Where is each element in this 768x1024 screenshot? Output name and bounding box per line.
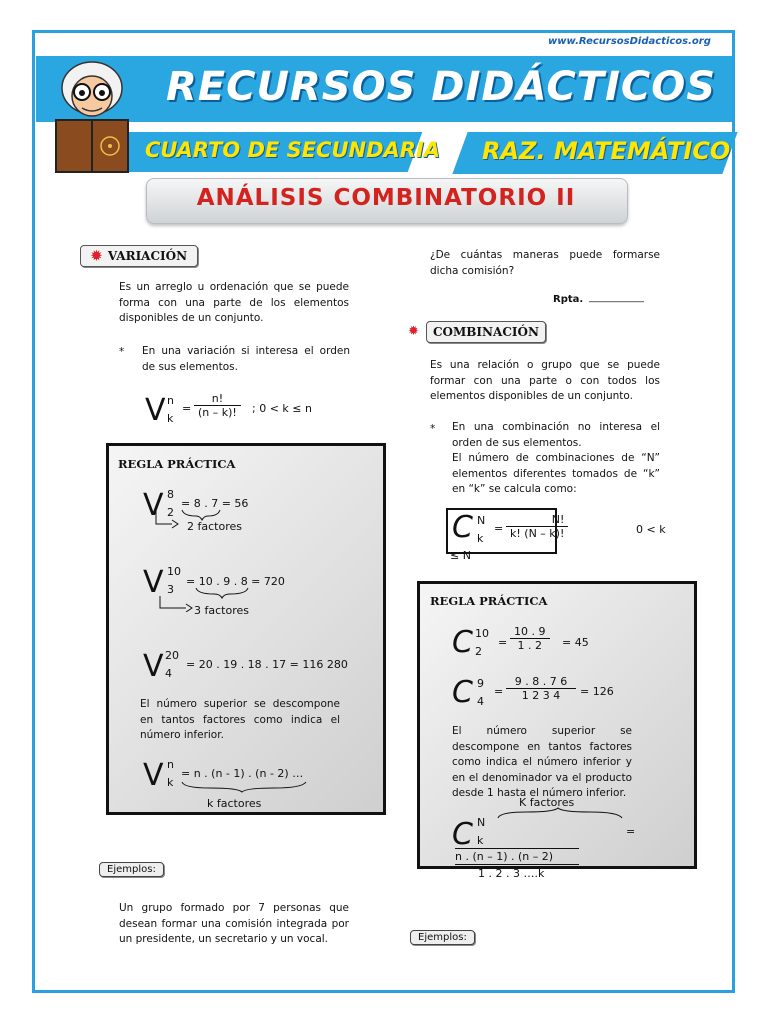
- page-title: ANÁLISIS COMBINATORIO II: [196, 185, 576, 211]
- c-ex2-eq: =: [494, 685, 504, 698]
- combinacion-bullet2: El número de combinaciones de “N” elementos diferentes tomados de “k” en “k” se calcula como:: [452, 452, 660, 495]
- combinacion-intro: Es una relación o grupo que se puede formar con una parte o con todos los elementos disponibles de un conjunto.: [430, 359, 660, 402]
- formula-sup: n: [167, 394, 174, 407]
- rpta-line[interactable]: ___________: [589, 292, 644, 303]
- combinacion-bullet: En una combinación no interesa el orden de sus elementos.: [452, 421, 660, 449]
- ex1-symbol: V: [143, 488, 164, 523]
- c-ex1-sub: 2: [475, 645, 482, 658]
- c-ex2-sup: 9: [477, 677, 484, 690]
- question-text: ¿De cuántas maneras puede formarse dicha comisión?: [430, 249, 660, 277]
- ex2-note: 3 factores: [194, 604, 249, 617]
- c-ex2-sub: 4: [477, 695, 484, 708]
- ex4-sup: n: [167, 758, 174, 771]
- c-ex3-fraction-line: [455, 864, 579, 865]
- ex2-sub: 3: [167, 583, 174, 596]
- regla-title-combinacion: REGLA PRÁCTICA: [430, 594, 548, 608]
- ex2-sup: 10: [167, 565, 181, 578]
- professor-mascot-icon: [44, 48, 140, 180]
- ex4-expr: = n . (n - 1) . (n - 2) …: [181, 767, 304, 780]
- ex1-note: 2 factores: [187, 520, 242, 533]
- regla-title-variacion: REGLA PRÁCTICA: [118, 457, 236, 471]
- subject-label: RAZ. MATEMÁTICO: [482, 137, 731, 165]
- regla-text-combinacion: El número superior se descompone en tantos factores como indica el número inferior y en el denominador va el producto desde 1 hasta el número inferior.: [452, 725, 632, 799]
- formula-c-condition-wrap: ≤ N: [450, 549, 471, 562]
- star-icon: ✹: [91, 249, 102, 264]
- ex2-expr: = 10 . 9 . 8 = 720: [186, 575, 285, 588]
- c-ex3-fraction-line-top: [455, 848, 579, 849]
- c-ex2-result: = 126: [580, 685, 614, 698]
- bullet-mark: *: [119, 346, 125, 358]
- formula-c-symbol: C: [452, 510, 473, 545]
- ex3-symbol: V: [143, 649, 164, 684]
- formula-c-num: N!: [506, 513, 568, 527]
- c-ex1-symbol: C: [452, 625, 473, 660]
- formula-symbol: V: [145, 393, 166, 428]
- c-ex3-brace: [496, 806, 626, 820]
- formula-sub: k: [167, 412, 174, 425]
- grade-label: CUARTO DE SECUNDARIA: [145, 138, 441, 162]
- ex2-symbol: V: [143, 565, 164, 600]
- section-tag-combinacion: COMBINACIÓN: [426, 321, 546, 343]
- ex4-sub: k: [167, 776, 174, 789]
- c-ex1-result: = 45: [562, 636, 589, 649]
- c-ex2-num: 9 . 8 . 7 6: [506, 675, 576, 689]
- ex1-sup: 8: [167, 488, 174, 501]
- rpta-label: Rpta.: [553, 294, 584, 305]
- ex1-expr: = 8 . 7 = 56: [181, 497, 249, 510]
- formula-c-sub: k: [477, 532, 484, 545]
- ex4-brace: [180, 780, 310, 794]
- c-ex1-den: 1 . 2: [517, 639, 542, 652]
- ejemplos-button-right[interactable]: Ejemplos:: [410, 930, 475, 945]
- star-icon: ✹: [408, 324, 419, 339]
- bullet-mark: *: [430, 423, 436, 435]
- section-tag-variacion: ✹ VARIACIÓN: [80, 245, 198, 267]
- formula-c-eq: =: [494, 522, 504, 535]
- c-ex2-den: 1 2 3 4: [521, 689, 561, 702]
- c-ex3-num: n . (n – 1) . (n – 2): [455, 850, 554, 863]
- variacion-bullet: En una variación si interesa el orden de sus elementos.: [142, 345, 350, 373]
- c-ex1-sup: 10: [475, 627, 489, 640]
- banner-title: RECURSOS DIDÁCTICOS: [166, 64, 717, 110]
- c-ex3-sup: N: [477, 816, 486, 829]
- formula-fraction: [194, 392, 241, 419]
- formula-eq: =: [182, 402, 192, 415]
- formula-c-fraction: [506, 513, 568, 540]
- formula-c-den: k! (N – k)!: [510, 527, 565, 540]
- c-ex3-note: K factores: [519, 796, 575, 809]
- c-ex2-fraction: [506, 675, 576, 702]
- c-ex1-eq: =: [498, 636, 508, 649]
- formula-c-sup: N: [477, 514, 486, 527]
- ex3-sup: 20: [165, 649, 179, 662]
- c-ex1-fraction: [510, 625, 550, 652]
- site-url[interactable]: www.RecursosDidacticos.org: [548, 36, 711, 47]
- c-ex2-symbol: C: [452, 675, 473, 710]
- ex4-symbol: V: [143, 758, 164, 793]
- regla-text-variacion: El número superior se descompone en tantos factores como indica el número inferior.: [140, 698, 340, 741]
- problem-text: Un grupo formado por 7 personas que desean formar una comisión integrada por un presidente, un secretario y un vocal.: [119, 902, 349, 945]
- c-ex1-num: 10 . 9: [510, 625, 550, 639]
- c-ex3-sub: k: [477, 834, 484, 847]
- ex4-note: k factores: [207, 797, 262, 808]
- ex3-expr: = 20 . 19 . 18 . 17 = 116 280: [186, 658, 348, 671]
- formula-num: n!: [194, 392, 241, 406]
- ex1-sub: 2: [167, 506, 174, 519]
- c-ex3-symbol: C: [452, 817, 473, 852]
- variacion-intro: Es un arreglo u ordenación que se puede forma con una parte de los elementos disponibles de un conjunto.: [119, 281, 349, 324]
- c-ex3-den: 1 . 2 . 3 ….k: [478, 867, 545, 880]
- formula-condition: ; 0 < k ≤ n: [252, 402, 312, 415]
- ex3-sub: 4: [165, 667, 172, 680]
- ejemplos-button-left[interactable]: Ejemplos:: [99, 862, 164, 877]
- c-ex3-eq: =: [626, 825, 636, 838]
- formula-c-condition: 0 < k: [636, 523, 666, 536]
- formula-den: (n – k)!: [198, 406, 237, 419]
